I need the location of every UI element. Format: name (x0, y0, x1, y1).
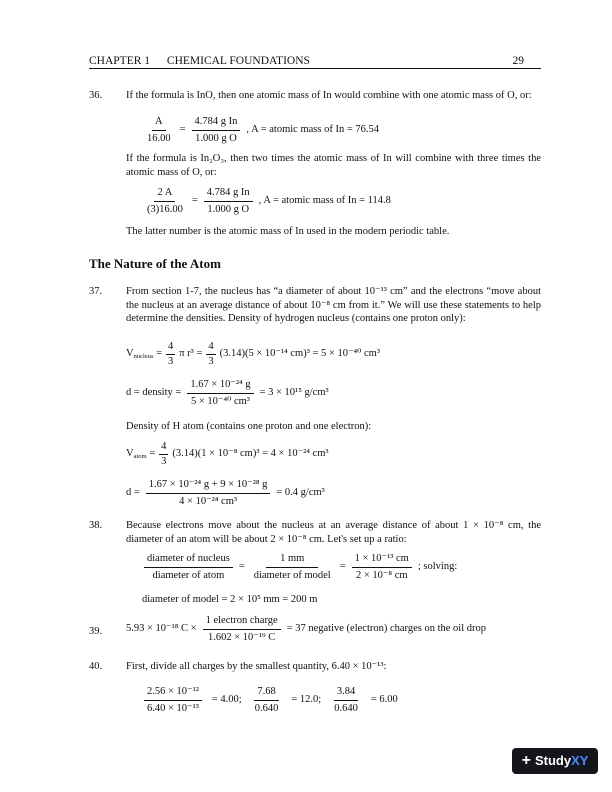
p37-volume-nucleus: $V_{nucleus}$ = $\frac{4}{3}$ π r³ = $\frac{4}{3}$ (3.14)(5 × 10⁻¹⁴ cm)³ = 5 × 10⁻⁴⁰ cm³ (126, 341, 380, 367)
p38-result: diameter of model = 2 × 10⁵ mm = 200 m (142, 594, 318, 605)
p39-equation: 5.93 × 10⁻¹⁸ C × $\frac{\text{1 electron charge}}{\text{1.602 × 10⁻¹⁹ C}}$ = 37 negative (electron) charges on the oil drop (126, 615, 487, 643)
section-heading: The Nature of the Atom (89, 256, 221, 271)
chapter-title: CHEMICAL FOUNDATIONS (166, 55, 310, 67)
problem-number-36: 36. (89, 90, 103, 101)
p36-intro: If the formula is InO, then one atomic mass of In would combine with one atomic mass of O, or: (126, 90, 532, 101)
problem-number-40: 40. (89, 661, 103, 672)
running-header (89, 54, 524, 69)
problem-number-38: 38. (89, 520, 103, 531)
p36-equation-2: $\frac{2 A}{(3)16.00}$ = $\frac{\text{4.784 g In}}{\text{1.000 g O}}$ , A = atomic mass of In = 114.8 (147, 187, 391, 215)
plus-icon: + (521, 751, 531, 769)
p37-density-nucleus: d = density = $\frac{\text{1.67 × 10⁻²⁴ g}}{\text{5 × 10⁻⁴⁰ cm³}}$ = 3 × 10¹⁵ g/cm³ (126, 379, 329, 407)
p37-mid: Density of H atom (contains one proton and one electron): (126, 421, 372, 432)
p36-mid: If the formula is In₂O₃, then two times the atomic mass of In will combine with three times the atomic mass of O, or: (126, 153, 541, 178)
page-number: 29 (512, 55, 524, 67)
problem-number-39: 39. (89, 626, 103, 637)
studyxy-logo[interactable]: + StudyXY (512, 748, 598, 774)
p36-end: The latter number is the atomic mass of In used in the modern periodic table. (126, 226, 450, 237)
p40-intro: First, divide all charges by the smallest quantity, 6.40 × 10⁻¹³: (126, 661, 387, 672)
p38-ratio: $\frac{\text{diameter of nucleus}}{\text{diameter of atom}}$ = $\frac{1 mm}{\text{diameter of model}}$ = $\frac{\text{1 × 10⁻¹³ cm}}{\text{2 × 10⁻⁸ cm}}$ ; solving: (142, 552, 457, 582)
p36-equation-1: $\frac{A}{16.00}$ = $\frac{\text{4.784 g In}}{\text{1.000 g O}}$ , A = atomic mass of In = 76.54 (147, 116, 380, 144)
problem-number-37: 37. (89, 286, 103, 297)
chapter-label: CHAPTER 1 (89, 55, 151, 67)
header-rule (89, 68, 541, 69)
p37-intro: From section 1-7, the nucleus has “a diameter of about 10⁻¹³ cm” and the electrons “move about the nucleus at an average distance of about 10⁻⁸ cm from it.” We will use these statements to help determine the densities. Density of hydrogen nucleus (contains one proton only): (126, 286, 541, 325)
p38-intro: Because electrons move about the nucleus at an average distance of about 1 × 10⁻⁸ cm, the diameter of an atom will be about 2 × 10⁻⁸ cm. Let's set up a ratio: (126, 520, 541, 545)
p40-ratios: $\frac{\text{2.56 × 10⁻¹²}}{\text{6.40 × 10⁻¹³}}$ = 4.00; $\frac{7.68}{0.640}$ = 12.0; $\frac{3.84}{0.640}$ = 6.00 (142, 685, 398, 715)
p37-volume-atom: $V_{atom}$ = $\frac{4}{3}$ (3.14)(1 × 10⁻⁸ cm)³ = 4 × 10⁻²⁴ cm³ (126, 441, 329, 467)
p37-density-atom: d = $\frac{\text{1.67 × 10⁻²⁴ g + 9 × 10⁻²⁸ g}}{\text{4 × 10⁻²⁴ cm³}}$ = 0.4 g/cm³ (126, 479, 325, 507)
